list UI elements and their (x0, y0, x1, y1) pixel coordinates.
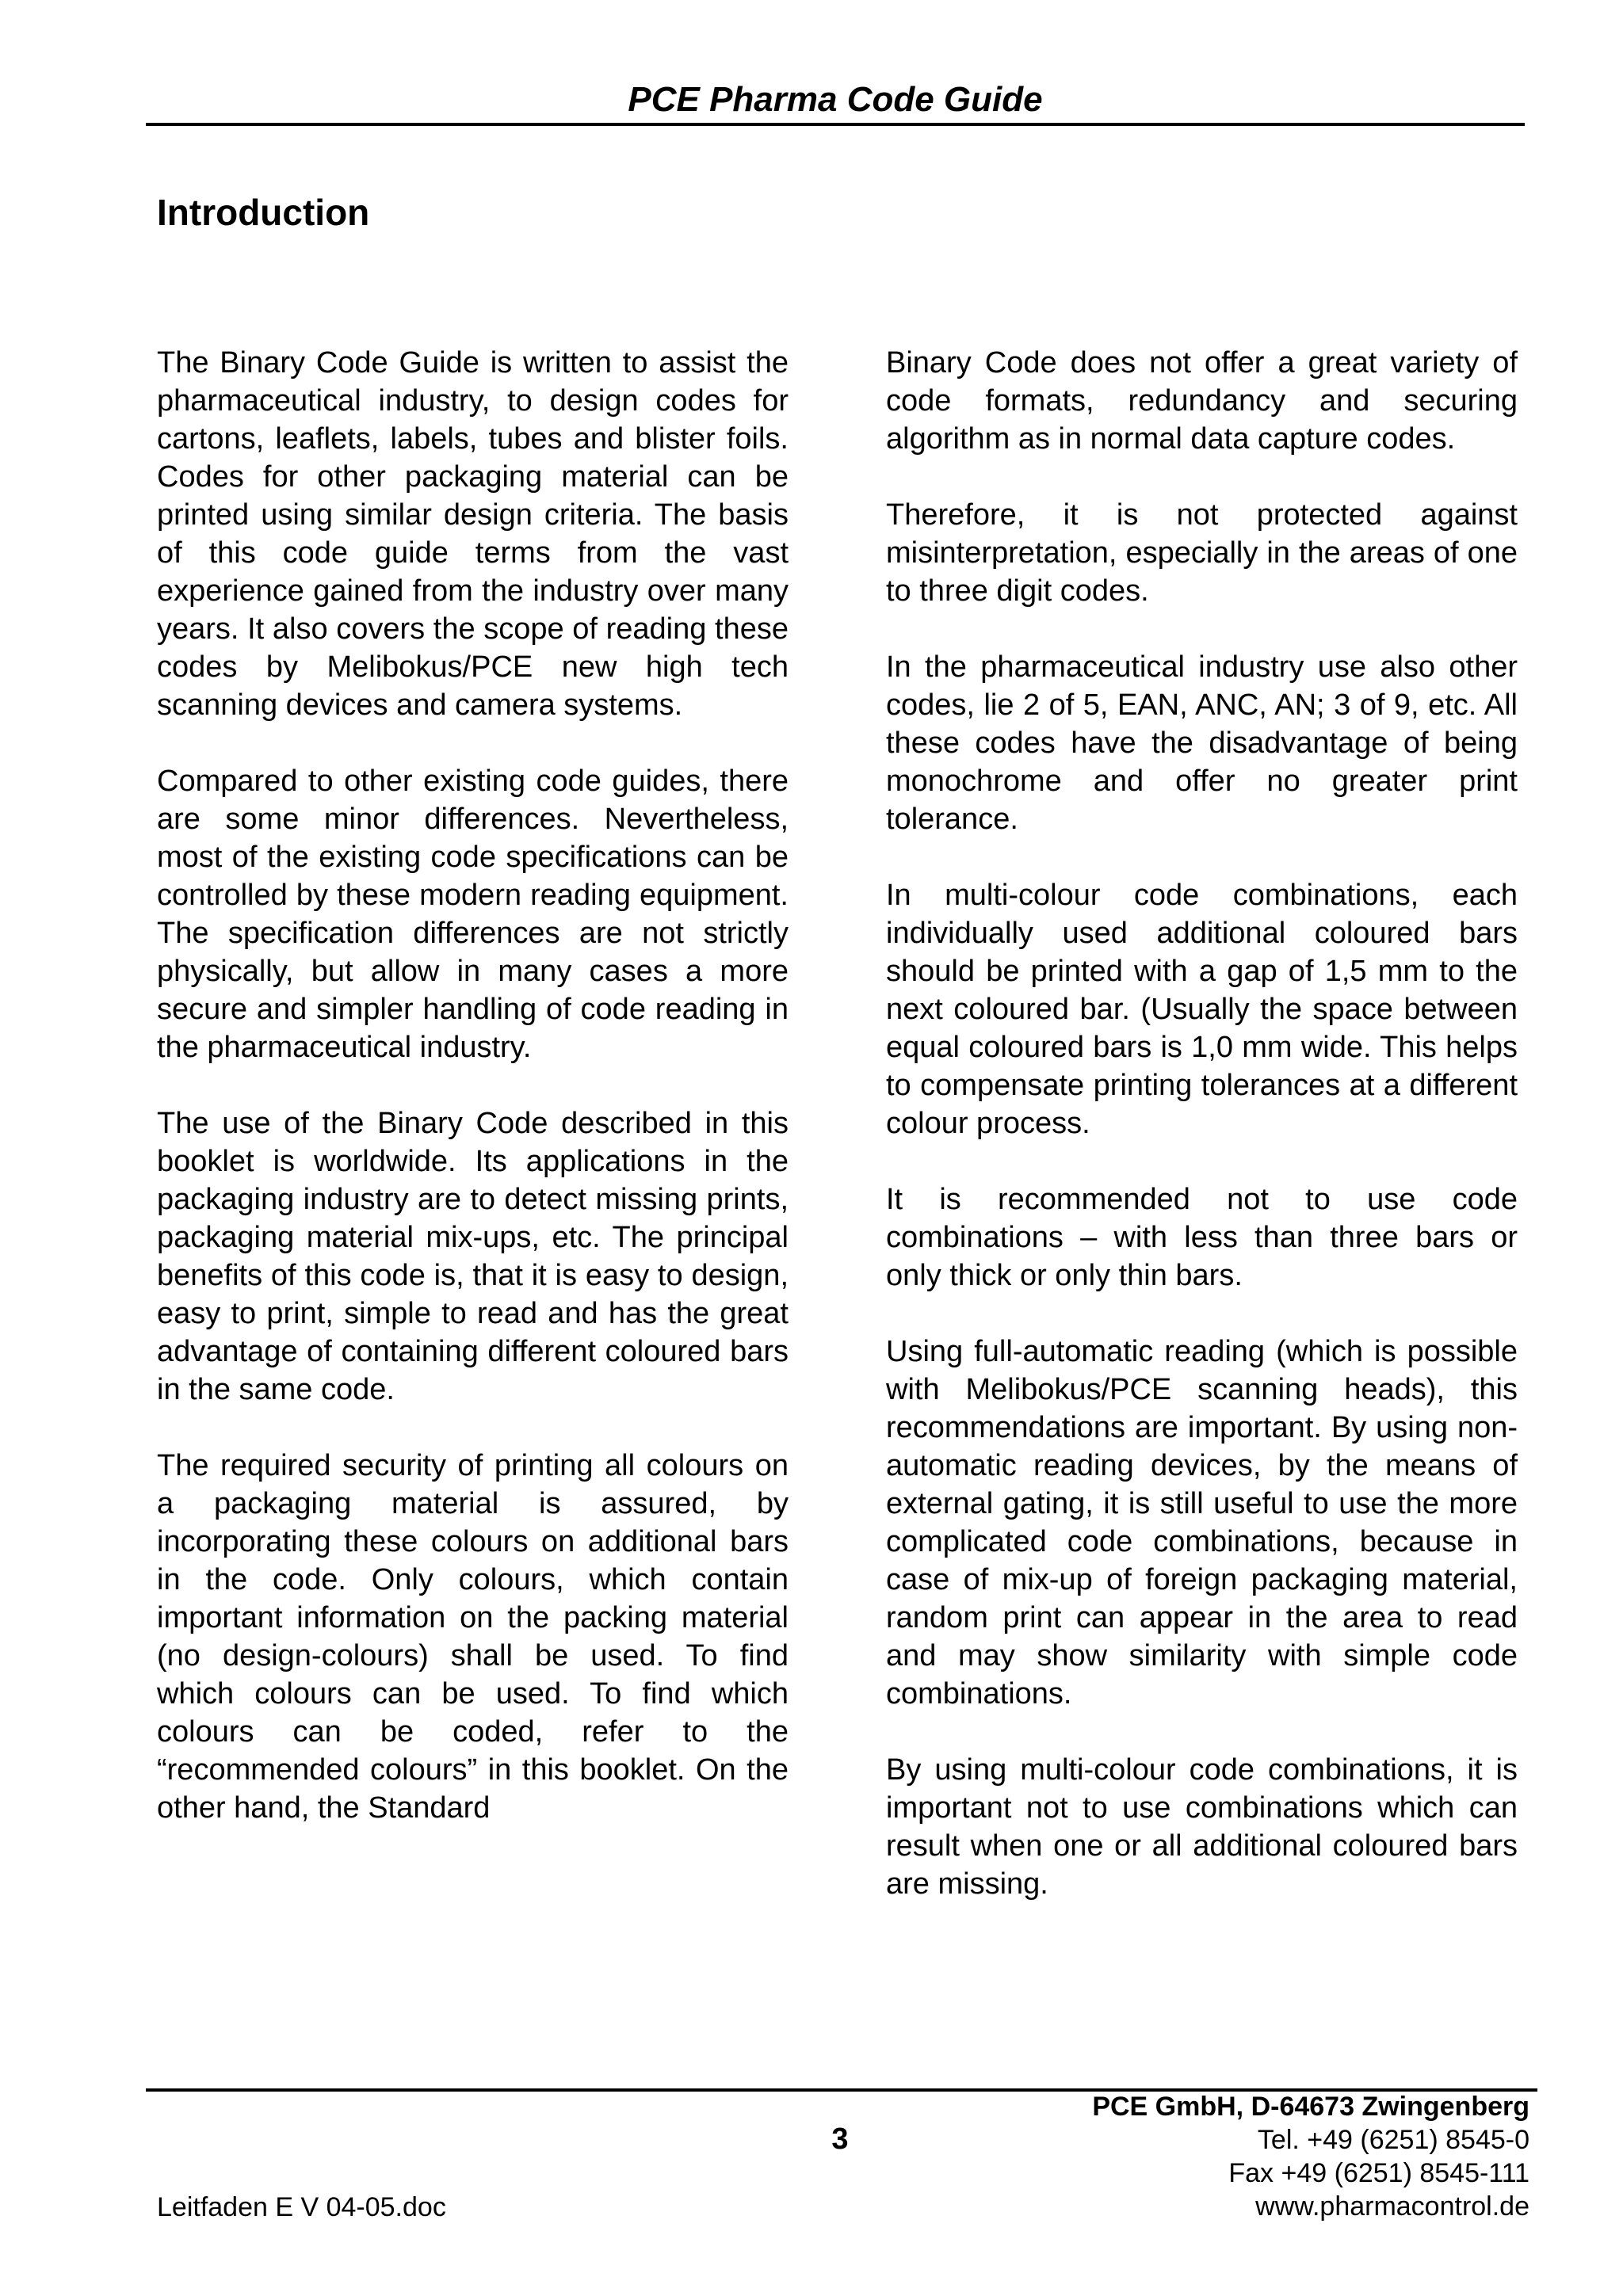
paragraph: It is recommended not to use code combinations – with less than three bars or only thick or only thin bars. (886, 1183, 1518, 1292)
paragraph: The Binary Code Guide is written to assist the pharmaceutical industry, to design codes for cartons, leaflets, labels, tubes and blister foils. Codes for other packaging material can be printed using similar design criteria. The basis of this code guide terms from the vast experience gained from the industry over many years. It also covers the scope of reading these codes by Melibokus/PCE new high tech scanning devices and camera systems. (157, 346, 789, 722)
company-phone: Tel. +49 (6251) 8545-0 (1257, 2125, 1529, 2155)
paragraph: Therefore, it is not protected against misinterpretation, especially in the areas of one to three digit codes. (886, 498, 1518, 608)
company-name: PCE GmbH, D-64673 Zwingenberg (1092, 2092, 1529, 2122)
document-filename: Leitfaden E V 04-05.doc (157, 2192, 446, 2222)
section-heading: Introduction (157, 192, 370, 233)
company-website: www.pharmacontrol.de (1255, 2191, 1529, 2222)
paragraph: The required security of printing all colours on a packaging material is assured, by incorporating these colours on additional bars in the code. Only colours, which contain important information on the packing material (no design-colours) shall be used. To find which colours can be used. To find which colours can be coded, refer to the “recommended colours” in this booklet. On the other hand, the Standard (157, 1449, 789, 1825)
paragraph: Binary Code does not offer a great variety of code formats, redundancy and securing algorithm as in normal data capture codes. (886, 346, 1518, 456)
paragraph: In the pharmaceutical industry use also other codes, lie 2 of 5, EAN, ANC, AN; 3 of 9, etc. All these codes have the disadvantage of being monochrome and offer no greater print tolerance. (886, 650, 1518, 836)
paragraph: Compared to other existing code guides, there are some minor differences. Nevertheless, most of the existing code specifications can be controlled by these modern reading equipment. The specification differences are not strictly physically, but allow in many cases a more secure and simpler handling of code reading in the pharmaceutical industry. (157, 765, 789, 1064)
left-column (157, 344, 789, 1865)
paragraph: The use of the Binary Code described in this booklet is worldwide. Its applications in the packaging industry are to detect missing prints, packaging material mix-ups, etc. The principal benefits of this code is, that it is easy to design, easy to print, simple to read and has the great advantage of containing different coloured bars in the same code. (157, 1107, 789, 1406)
company-fax: Fax +49 (6251) 8545-111 (1228, 2158, 1529, 2188)
right-column (886, 344, 1518, 1941)
paragraph: In multi-colour code combinations, each individually used additional coloured bars should be printed with a gap of 1,5 mm to the next coloured bar. (Usually the space between equal coloured bars is 1,0 mm wide. This helps to compensate printing tolerances at a different colour process. (886, 879, 1518, 1140)
page-header-title: PCE Pharma Code Guide (628, 80, 1043, 119)
paragraph: Using full-automatic reading (which is possible with Melibokus/PCE scanning heads), this recommendations are important. By using non-automatic reading devices, by the means of external gating, it is still useful to use the more complicated code combinations, because in case of mix-up of foreign packaging material, random print can appear in the area to read and may show similarity with simple code combinations. (886, 1335, 1518, 1711)
header-divider (146, 123, 1525, 126)
paragraph: By using multi-colour code combinations, it is important not to use combinations which can result when one or all additional coloured bars are missing. (886, 1753, 1518, 1901)
company-contact-block (1092, 2090, 1529, 2223)
page-number: 3 (831, 2122, 849, 2156)
